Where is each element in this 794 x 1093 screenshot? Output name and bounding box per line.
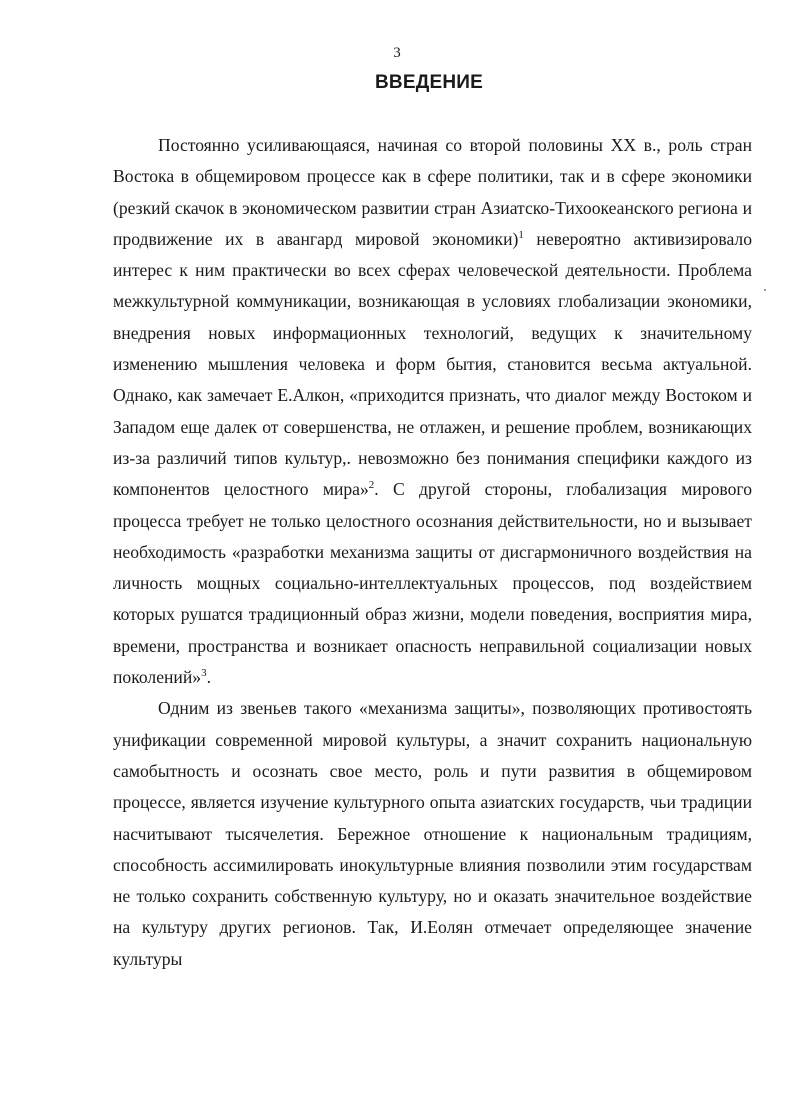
paragraph xyxy=(113,693,752,975)
text-segment: невероятно активизировало интерес к ним практически во всех сферах человеческой деятельности. Проблема межкультурной коммуникации, возникающая в условиях глобализации экономики, внедрения новых информационных технологий, ведущих к значительному изменению мышления человека и форм бытия, становится весьма актуальной. Однако, как замечает Е.Алкон, «приходится признать, что диалог между Востоком и Западом еще далек от совершенства, не отлажен, и решение проблем, возникающих из-за различий типов культур,. невозможно без понимания специфики каждого из компонентов целостного мира» xyxy=(113,228,752,500)
text-segment: . С другой стороны, глобализация мирового процесса требует не только целостного осознания действительности, но и вызывает необходимость «разработки механизма защиты от дисгармоничного воздействия на личность мощных социально-интеллектуальных процессов, под воздействием которых рушатся традиционный образ жизни, модели поведения, восприятия мира, времени, пространства и возникает опасность неправильной социализации новых поколений» xyxy=(113,479,752,688)
text-segment: Постоянно усиливающаяся, начиная со второй половины XX в., роль стран Востока в общемировом процессе как в сфере политики, так и в сфере экономики (резкий скачок в экономическом развитии стран Азиатско-Тихоокеанского региона и продвижение их в авангард мировой экономики) xyxy=(113,135,752,249)
body-text xyxy=(113,130,752,975)
footnote-ref: 3 xyxy=(201,667,207,680)
scan-speck xyxy=(764,289,766,291)
footnote-ref: 1 xyxy=(518,228,524,241)
page-title: ВВЕДЕНИЕ xyxy=(375,72,483,93)
footnote-ref: 2 xyxy=(368,479,375,492)
paragraph xyxy=(113,130,752,693)
text-segment: . xyxy=(206,667,211,688)
page-number: 3 xyxy=(393,45,401,61)
text-segment: Одним из звеньев такого «механизма защиты», позволяющих противостоять унификации современной мировой культуры, а значит сохранить национальную самобытность и осознать свое место, роль и пути развития в общемировом процессе, является изучение культурного опыта азиатских государств, чьи традиции насчитывают тысячелетия. Бережное отношение к национальным традициям, способность ассимилировать инокультурные влияния позволили этим государствам не только сохранить собственную культуру, но и оказать значительное воздействие на культуру других регионов. Так, И.Еолян отмечает определяющее значение культуры xyxy=(113,698,752,969)
